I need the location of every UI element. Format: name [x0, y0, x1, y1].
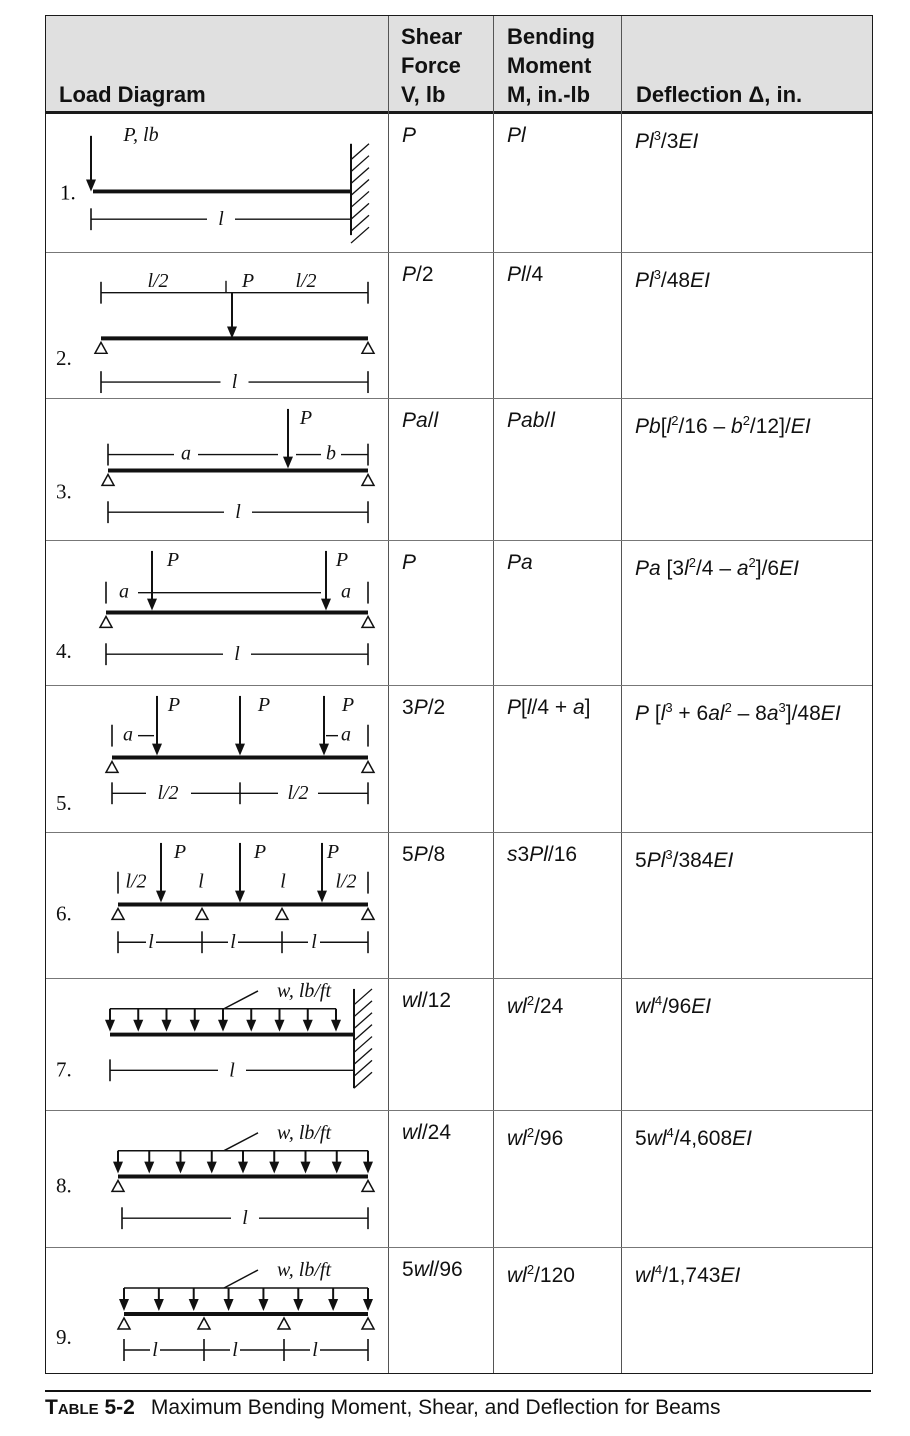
diagram-label: a: [118, 580, 130, 603]
header-moment-line2: Moment: [507, 53, 592, 78]
deflection-value: 5Pl$^3$/384EI: [635, 847, 734, 872]
diagram-label: a: [181, 442, 191, 465]
diagram-label: w, lb/ft: [276, 979, 332, 1002]
diagram-label: P, lb: [123, 123, 159, 146]
table-row: [46, 833, 872, 979]
row-number: 7.: [56, 1057, 72, 1082]
deflection-value: P $[l^3 + 6al^2 - 8a^3]/48EI$: [635, 700, 841, 725]
diagram-label: a: [122, 723, 134, 746]
diagram-label: P: [253, 840, 267, 863]
moment-value: $wl^2/120$: [507, 1262, 575, 1287]
moment-value: P[l/4 + a]: [507, 696, 591, 719]
diagram-label-l: l: [234, 643, 240, 666]
header-load-diagram: Load Diagram: [59, 82, 206, 107]
moment-value: $wl^2/96$: [507, 1125, 564, 1150]
beam-diagram: [46, 1111, 388, 1247]
load-diagram: [46, 979, 388, 1110]
row-number: 4.: [56, 639, 72, 664]
table-row: [46, 979, 872, 1111]
diagram-label: P: [166, 548, 180, 571]
row-number: 8.: [56, 1173, 72, 1198]
shear-value: 5P/8: [402, 843, 446, 866]
table-caption: [45, 1396, 720, 1420]
load-diagram: [46, 1248, 388, 1373]
moment-value: Pl/4: [507, 263, 544, 286]
load-diagram: [46, 686, 388, 832]
diagram-label: l: [311, 931, 317, 954]
row-number: 5.: [56, 791, 72, 816]
diagram-label-l: l: [242, 1207, 248, 1230]
moment-value: s3Pl/16: [507, 843, 578, 866]
diagram-label-l: l: [312, 1339, 318, 1361]
diagram-label-l: l: [218, 208, 224, 231]
diagram-label: P: [326, 840, 340, 863]
beam-diagram: [46, 1248, 388, 1373]
diagram-label-l: l: [235, 501, 241, 524]
diagram-label: l: [148, 931, 154, 954]
diagram-label: P: [341, 693, 355, 716]
header-deflection: Deflection Δ, in.: [636, 82, 803, 107]
diagram-label: P: [257, 693, 271, 716]
diagram-label-l: l: [229, 1059, 235, 1082]
row-number: 9.: [56, 1325, 72, 1349]
table-row: [46, 686, 872, 833]
diagram-label: l/2: [125, 870, 147, 893]
table-row: [46, 253, 872, 399]
beam-diagram: [46, 114, 388, 252]
deflection-value: $wl^4/1,743EI$: [635, 1262, 741, 1287]
diagram-label: a: [340, 580, 352, 603]
shear-value: 3P/2: [402, 696, 446, 719]
diagram-label: P: [299, 406, 313, 429]
shear-value: P/2: [402, 263, 434, 286]
header-shear-line3: V, lb: [401, 82, 446, 107]
diagram-label: P: [173, 840, 187, 863]
load-diagram: [46, 833, 388, 978]
shear-value: wl/12: [402, 989, 452, 1012]
diagram-label: l/2: [287, 782, 309, 805]
beam-table: [45, 15, 873, 1374]
deflection-value: $wl^4/96EI$: [635, 993, 712, 1018]
header-moment-line1: Bending: [507, 24, 595, 49]
diagram-label: a: [340, 723, 352, 746]
diagram-label: w, lb/ft: [276, 1121, 332, 1144]
table-row: [46, 1248, 872, 1373]
row-number: 3.: [56, 479, 72, 504]
diagram-label: l/2: [295, 269, 317, 292]
deflection-value: Pl$^3$/3EI: [635, 128, 699, 153]
diagram-label: l/2: [335, 870, 357, 893]
load-diagram: [46, 541, 388, 685]
deflection-value: $5wl^4/4,608EI$: [635, 1125, 753, 1150]
header-bending-moment: [507, 22, 595, 109]
table-header: [46, 16, 872, 114]
deflection-value: $Pb[l^2/16 - b^2/12]/EI$: [635, 413, 811, 438]
moment-value: Pl: [507, 124, 526, 147]
diagram-label: P: [241, 269, 255, 292]
shear-value: P: [402, 551, 417, 574]
load-diagram: [46, 253, 388, 398]
header-shear-line2: Force: [401, 53, 461, 78]
diagram-label: l/2: [157, 782, 179, 805]
caption-rule: [45, 1390, 871, 1392]
shear-value: Pa/l: [402, 409, 439, 432]
load-diagram: [46, 1111, 388, 1247]
beam-diagram: [46, 253, 388, 398]
diagram-label: l: [280, 870, 286, 893]
table-row: [46, 114, 872, 253]
header-shear-force: [401, 22, 462, 109]
moment-value: Pab/l: [507, 409, 555, 432]
load-diagram: [46, 399, 388, 540]
header-shear-line1: Shear: [401, 24, 463, 49]
diagram-label: l: [230, 931, 236, 954]
diagram-label: P: [335, 548, 349, 571]
beam-diagram: [46, 686, 388, 832]
moment-value: Pa: [507, 551, 533, 574]
moment-value: $wl^2/24$: [507, 993, 564, 1018]
diagram-label-l: l: [152, 1339, 158, 1361]
beam-diagram: [46, 399, 388, 540]
shear-value: 5wl/96: [402, 1258, 463, 1281]
row-number: 6.: [56, 901, 72, 926]
caption-label: Table 5-2: [45, 1396, 135, 1419]
diagram-label: w, lb/ft: [276, 1259, 332, 1281]
deflection-value: Pa $[3l^2/4 - a^2]/6EI$: [635, 555, 799, 580]
beam-diagram: [46, 979, 388, 1110]
deflection-value: Pl$^3$/48EI: [635, 267, 710, 292]
diagram-label: P: [167, 693, 181, 716]
row-number: 2.: [56, 346, 72, 371]
diagram-label-l: l: [232, 1339, 238, 1361]
svg-text:1.: 1.: [60, 180, 76, 205]
header-moment-line3: M, in.-lb: [507, 82, 591, 107]
diagram-label: l/2: [147, 269, 169, 292]
table-row: [46, 399, 872, 541]
caption-text: Maximum Bending Moment, Shear, and Deflection for Beams: [150, 1396, 721, 1419]
table-row: [46, 541, 872, 686]
table-row: [46, 1111, 872, 1248]
diagram-label: b: [326, 442, 336, 465]
load-diagram: [46, 114, 388, 252]
beam-diagram: [46, 833, 388, 978]
shear-value: wl/24: [402, 1121, 452, 1144]
shear-value: P: [402, 124, 417, 147]
diagram-label-l: l: [231, 371, 238, 394]
beam-diagram: [46, 541, 388, 685]
diagram-label: l: [198, 870, 204, 893]
